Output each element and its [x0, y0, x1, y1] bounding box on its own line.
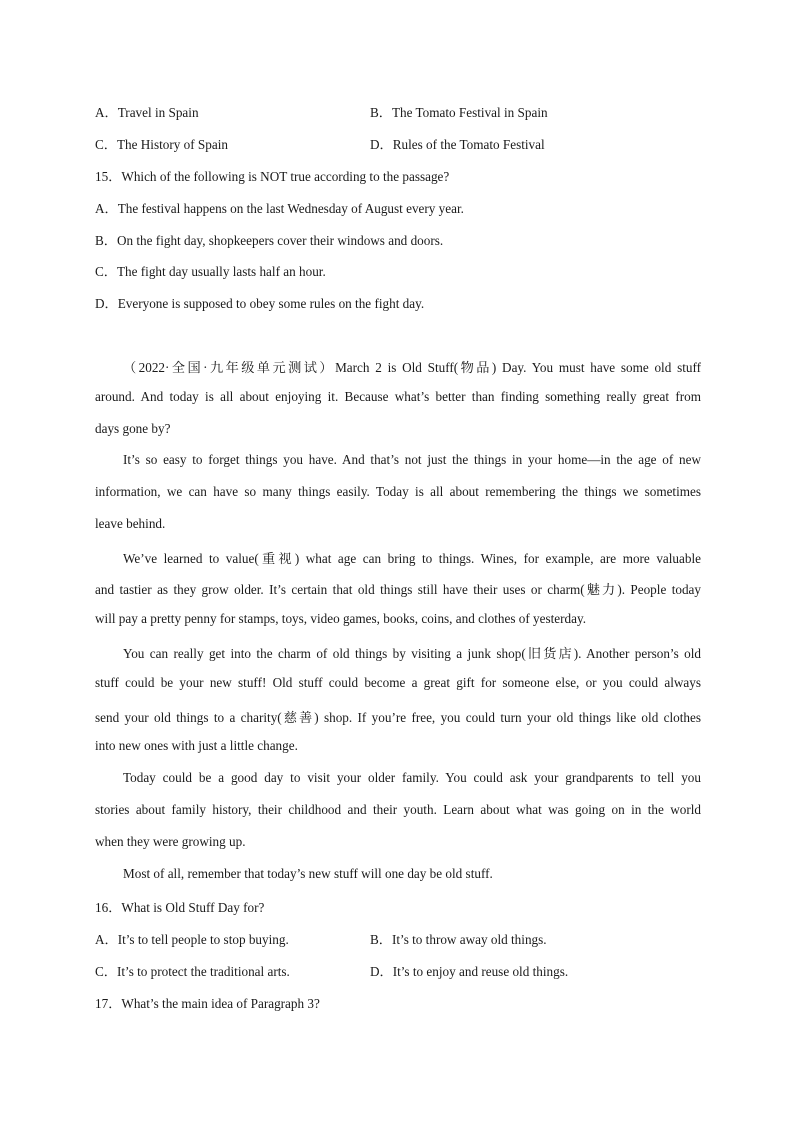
passage-p5-line-3: when they were growing up.: [95, 834, 246, 849]
q15-stem: 15．Which of the following is NOT true according to the passage?: [95, 169, 450, 184]
q16-option-row-1: [95, 929, 701, 947]
passage-p4-line-1: You can really get into the charm of old things by visiting a junk shop(旧货店). Another person’s old: [123, 646, 701, 661]
q14-option-a: A．Travel in Spain: [95, 105, 199, 120]
passage-p2-line-3: leave behind.: [95, 516, 166, 531]
q16-option-a: A．It’s to tell people to stop buying.: [95, 932, 289, 947]
q16-option-c: C．It’s to protect the traditional arts.: [95, 964, 290, 979]
q14-option-c: C．The History of Spain: [95, 137, 228, 152]
passage-p1-line-1: （2022·全国·九年级单元测试）March 2 is Old Stuff(物品) Day. You must have some old stuff: [123, 360, 701, 375]
q16-option-row-2: [95, 961, 701, 979]
q15-option-a: A．The festival happens on the last Wednesday of August every year.: [95, 201, 464, 216]
q14-option-b: B．The Tomato Festival in Spain: [370, 105, 548, 120]
passage-p4-line-3: send your old things to a charity(慈善) shop. If you’re free, you could turn your old things like old clothes: [95, 710, 701, 725]
q14-option-d: D．Rules of the Tomato Festival: [370, 137, 545, 152]
passage-p3-line-1: We’ve learned to value(重视) what age can bring to things. Wines, for example, are more valuable: [123, 551, 701, 566]
passage-p4-line-4: into new ones with just a little change.: [95, 738, 298, 753]
passage-p5-line-1: Today could be a good day to visit your older family. You could ask your grandparents to tell you: [123, 770, 701, 785]
q14-option-row-2: [95, 134, 701, 152]
passage-p6-line-1: Most of all, remember that today’s new stuff will one day be old stuff.: [123, 866, 493, 881]
passage-p2-line-2: information, we can have so many things easily. Today is all about remembering the things we sometimes: [95, 484, 701, 499]
passage-p1-line-2: around. And today is all about enjoying it. Because what’s better than finding something really great from: [95, 389, 701, 404]
q15-option-d: D．Everyone is supposed to obey some rules on the fight day.: [95, 296, 425, 311]
q15-option-c: C．The fight day usually lasts half an hour.: [95, 264, 326, 279]
passage-p3-line-2: and tastier as they grow older. It’s certain that old things still have their uses or charm(魅力). People today: [95, 582, 701, 597]
passage-p4-line-2: stuff could be your new stuff! Old stuff could become a great gift for someone else, or you could always: [95, 675, 701, 690]
q17-stem: 17．What’s the main idea of Paragraph 3?: [95, 996, 320, 1011]
passage-p1-line-3: days gone by?: [95, 421, 171, 436]
passage-p2-line-1: It’s so easy to forget things you have. And that’s not just the things in your home—in the age of new: [123, 452, 701, 467]
q15-option-b: B．On the fight day, shopkeepers cover their windows and doors.: [95, 233, 444, 248]
q16-option-d: D．It’s to enjoy and reuse old things.: [370, 964, 569, 979]
passage-p3-line-3: will pay a pretty penny for stamps, toys, video games, books, coins, and clothes of yesterday.: [95, 611, 587, 626]
q14-option-row-1: [95, 102, 701, 120]
q16-stem: 16．What is Old Stuff Day for?: [95, 900, 265, 915]
passage-p5-line-2: stories about family history, their childhood and their youth. Learn about what was going on in the world: [95, 802, 701, 817]
q16-option-b: B．It’s to throw away old things.: [370, 932, 547, 947]
